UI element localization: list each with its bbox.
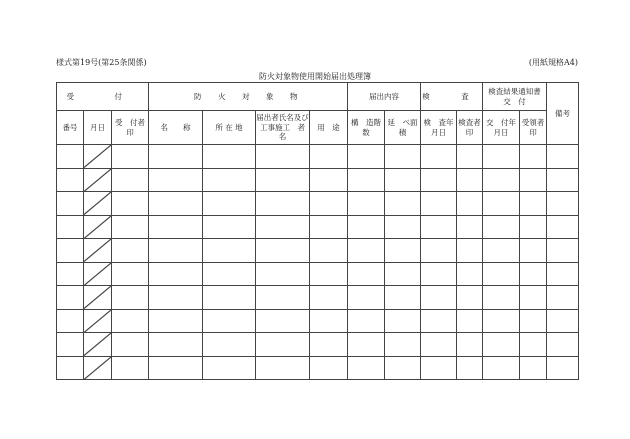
table-cell[interactable] bbox=[348, 309, 385, 333]
table-cell[interactable] bbox=[57, 215, 84, 239]
table-row bbox=[57, 262, 579, 286]
table-cell[interactable] bbox=[112, 168, 149, 192]
table-cell[interactable] bbox=[149, 309, 203, 333]
month-day-cell[interactable] bbox=[84, 356, 112, 380]
table-cell[interactable] bbox=[421, 333, 457, 357]
table-cell[interactable] bbox=[149, 286, 203, 310]
table-cell[interactable] bbox=[310, 215, 348, 239]
month-day-cell[interactable] bbox=[84, 145, 112, 169]
table-cell[interactable] bbox=[256, 286, 310, 310]
table-cell[interactable] bbox=[203, 286, 256, 310]
diagonal-slash bbox=[84, 169, 111, 192]
month-day-cell[interactable] bbox=[84, 168, 112, 192]
table-cell[interactable] bbox=[310, 262, 348, 286]
table-cell[interactable] bbox=[348, 333, 385, 357]
table-cell[interactable] bbox=[457, 145, 483, 169]
table-cell[interactable] bbox=[149, 239, 203, 263]
diagonal-slash bbox=[84, 357, 111, 380]
table-cell[interactable] bbox=[149, 215, 203, 239]
table-cell[interactable] bbox=[203, 215, 256, 239]
col-number: 番号 bbox=[57, 111, 84, 145]
table-cell[interactable] bbox=[385, 286, 421, 310]
diagonal-slash bbox=[84, 239, 111, 262]
table-cell[interactable] bbox=[203, 356, 256, 380]
month-day-cell[interactable] bbox=[84, 215, 112, 239]
table-row bbox=[57, 309, 579, 333]
table-cell[interactable] bbox=[348, 215, 385, 239]
col-inspector-seal: 検査者印 bbox=[457, 111, 483, 145]
table-cell[interactable] bbox=[520, 239, 547, 263]
table-cell[interactable] bbox=[256, 356, 310, 380]
table-cell[interactable] bbox=[310, 168, 348, 192]
col-delivery-date: 交 付年月日 bbox=[483, 111, 520, 145]
table-cell[interactable] bbox=[457, 168, 483, 192]
table-cell[interactable] bbox=[421, 286, 457, 310]
table-cell[interactable] bbox=[310, 286, 348, 310]
table-cell[interactable] bbox=[483, 215, 520, 239]
group-building: 防 火 対 象 物 bbox=[149, 83, 348, 111]
col-floor-area: 延 べ面 積 bbox=[385, 111, 421, 145]
col-usage: 用 途 bbox=[310, 111, 348, 145]
month-day-cell[interactable] bbox=[84, 192, 112, 216]
group-notice: 検査結果通知書 交 付 bbox=[483, 83, 547, 111]
table-cell[interactable] bbox=[547, 168, 579, 192]
table-cell[interactable] bbox=[385, 333, 421, 357]
table-cell[interactable] bbox=[57, 309, 84, 333]
table-cell[interactable] bbox=[385, 239, 421, 263]
month-day-cell[interactable] bbox=[84, 309, 112, 333]
table-cell[interactable] bbox=[547, 356, 579, 380]
table-cell[interactable] bbox=[256, 168, 310, 192]
table-cell[interactable] bbox=[112, 239, 149, 263]
register-table bbox=[56, 82, 579, 380]
table-cell[interactable] bbox=[520, 192, 547, 216]
table-cell[interactable] bbox=[421, 262, 457, 286]
table-cell[interactable] bbox=[483, 239, 520, 263]
table-cell[interactable] bbox=[483, 333, 520, 357]
table-cell[interactable] bbox=[203, 262, 256, 286]
table-cell[interactable] bbox=[385, 356, 421, 380]
table-cell[interactable] bbox=[57, 262, 84, 286]
table-cell[interactable] bbox=[547, 192, 579, 216]
table-cell[interactable] bbox=[457, 309, 483, 333]
table-cell[interactable] bbox=[547, 239, 579, 263]
table-cell[interactable] bbox=[520, 215, 547, 239]
table-cell[interactable] bbox=[547, 309, 579, 333]
table-cell[interactable] bbox=[457, 286, 483, 310]
table-cell[interactable] bbox=[256, 239, 310, 263]
table-cell[interactable] bbox=[385, 215, 421, 239]
table-cell[interactable] bbox=[483, 145, 520, 169]
document-title: 防火対象物使用開始届出処理簿 bbox=[259, 72, 371, 81]
table-cell[interactable] bbox=[520, 262, 547, 286]
month-day-cell[interactable] bbox=[84, 333, 112, 357]
table-cell[interactable] bbox=[520, 356, 547, 380]
table-cell[interactable] bbox=[421, 356, 457, 380]
paper-size: (用紙規格A4) bbox=[528, 58, 578, 67]
table-row bbox=[57, 356, 579, 380]
table-cell[interactable] bbox=[112, 309, 149, 333]
table-cell[interactable] bbox=[385, 309, 421, 333]
table-cell[interactable] bbox=[310, 239, 348, 263]
table-cell[interactable] bbox=[57, 145, 84, 169]
table-cell[interactable] bbox=[547, 286, 579, 310]
table-cell[interactable] bbox=[310, 356, 348, 380]
table-cell[interactable] bbox=[203, 168, 256, 192]
table-cell[interactable] bbox=[457, 192, 483, 216]
table-cell[interactable] bbox=[112, 262, 149, 286]
table-cell[interactable] bbox=[520, 168, 547, 192]
table-cell[interactable] bbox=[457, 262, 483, 286]
group-inspection: 検 査 bbox=[421, 83, 483, 111]
table-cell[interactable] bbox=[149, 356, 203, 380]
diagonal-slash bbox=[84, 263, 111, 286]
table-cell[interactable] bbox=[547, 215, 579, 239]
table-cell[interactable] bbox=[483, 168, 520, 192]
table-cell[interactable] bbox=[348, 286, 385, 310]
table-cell[interactable] bbox=[421, 309, 457, 333]
table-cell[interactable] bbox=[112, 356, 149, 380]
table-cell[interactable] bbox=[57, 239, 84, 263]
table-cell[interactable] bbox=[520, 145, 547, 169]
table-cell[interactable] bbox=[385, 145, 421, 169]
col-month-day: 月日 bbox=[84, 111, 112, 145]
table-cell[interactable] bbox=[57, 168, 84, 192]
table-cell[interactable] bbox=[483, 356, 520, 380]
diagonal-slash bbox=[84, 145, 111, 168]
form-number: 様式第19号(第25条関係) bbox=[56, 58, 147, 67]
table-cell[interactable] bbox=[310, 192, 348, 216]
table-cell[interactable] bbox=[547, 145, 579, 169]
table-cell[interactable] bbox=[256, 309, 310, 333]
month-day-cell[interactable] bbox=[84, 262, 112, 286]
diagonal-slash bbox=[84, 310, 111, 333]
table-row bbox=[57, 145, 579, 169]
group-reception: 受 付 bbox=[57, 83, 149, 111]
table-cell[interactable] bbox=[457, 239, 483, 263]
table-cell[interactable] bbox=[457, 356, 483, 380]
table-cell[interactable] bbox=[310, 333, 348, 357]
table-cell[interactable] bbox=[57, 333, 84, 357]
table-cell[interactable] bbox=[112, 192, 149, 216]
table-cell[interactable] bbox=[385, 168, 421, 192]
diagonal-slash bbox=[84, 192, 111, 215]
table-cell[interactable] bbox=[547, 333, 579, 357]
table-cell[interactable] bbox=[256, 333, 310, 357]
table-cell[interactable] bbox=[385, 262, 421, 286]
table-cell[interactable] bbox=[203, 145, 256, 169]
table-row bbox=[57, 239, 579, 263]
table-cell[interactable] bbox=[256, 145, 310, 169]
table-row bbox=[57, 168, 579, 192]
table-cell[interactable] bbox=[483, 262, 520, 286]
col-recipient-seal: 受領者印 bbox=[520, 111, 547, 145]
table-cell[interactable] bbox=[483, 309, 520, 333]
table-cell[interactable] bbox=[348, 239, 385, 263]
table-cell[interactable] bbox=[112, 145, 149, 169]
table-cell[interactable] bbox=[421, 192, 457, 216]
table-cell[interactable] bbox=[57, 356, 84, 380]
col-structure-floors: 構 造階 数 bbox=[348, 111, 385, 145]
diagonal-slash bbox=[84, 216, 111, 239]
table-cell[interactable] bbox=[203, 239, 256, 263]
table-cell[interactable] bbox=[149, 192, 203, 216]
table-cell[interactable] bbox=[57, 286, 84, 310]
table-cell[interactable] bbox=[203, 192, 256, 216]
table-row bbox=[57, 333, 579, 357]
table-cell[interactable] bbox=[203, 309, 256, 333]
table-cell[interactable] bbox=[348, 262, 385, 286]
table-cell[interactable] bbox=[547, 262, 579, 286]
diagonal-slash bbox=[84, 286, 111, 309]
table-row bbox=[57, 286, 579, 310]
table-cell[interactable] bbox=[483, 192, 520, 216]
table-cell[interactable] bbox=[520, 286, 547, 310]
diagonal-slash bbox=[84, 333, 111, 356]
table-cell[interactable] bbox=[256, 262, 310, 286]
table-cell[interactable] bbox=[256, 215, 310, 239]
table-cell[interactable] bbox=[348, 145, 385, 169]
table-cell[interactable] bbox=[149, 168, 203, 192]
table-cell[interactable] bbox=[310, 145, 348, 169]
col-name: 名 称 bbox=[149, 111, 203, 145]
group-content: 届出内容 bbox=[348, 83, 421, 111]
table-cell[interactable] bbox=[520, 333, 547, 357]
table-row bbox=[57, 215, 579, 239]
table-cell[interactable] bbox=[348, 168, 385, 192]
table-cell[interactable] bbox=[421, 145, 457, 169]
table-cell[interactable] bbox=[310, 309, 348, 333]
col-inspection-date: 検 査年月日 bbox=[421, 111, 457, 145]
table-cell[interactable] bbox=[421, 168, 457, 192]
col-receiver-seal: 受 付者 印 bbox=[112, 111, 149, 145]
table-cell[interactable] bbox=[112, 215, 149, 239]
table-cell[interactable] bbox=[421, 215, 457, 239]
table-cell[interactable] bbox=[203, 333, 256, 357]
table-cell[interactable] bbox=[421, 239, 457, 263]
table-cell[interactable] bbox=[112, 333, 149, 357]
table-cell[interactable] bbox=[112, 286, 149, 310]
table-cell[interactable] bbox=[57, 192, 84, 216]
table-cell[interactable] bbox=[348, 192, 385, 216]
month-day-cell[interactable] bbox=[84, 239, 112, 263]
table-row bbox=[57, 192, 579, 216]
table-cell[interactable] bbox=[149, 333, 203, 357]
table-cell[interactable] bbox=[149, 145, 203, 169]
col-applicant: 届出者氏名及び工事施工 者 名 bbox=[256, 111, 310, 145]
table-cell[interactable] bbox=[385, 192, 421, 216]
table-cell[interactable] bbox=[256, 192, 310, 216]
table-cell[interactable] bbox=[457, 215, 483, 239]
col-location: 所 在 地 bbox=[203, 111, 256, 145]
table-cell[interactable] bbox=[520, 309, 547, 333]
table-cell[interactable] bbox=[483, 286, 520, 310]
month-day-cell[interactable] bbox=[84, 286, 112, 310]
table-cell[interactable] bbox=[348, 356, 385, 380]
table-cell[interactable] bbox=[457, 333, 483, 357]
col-remarks: 備考 bbox=[547, 83, 579, 145]
table-cell[interactable] bbox=[149, 262, 203, 286]
